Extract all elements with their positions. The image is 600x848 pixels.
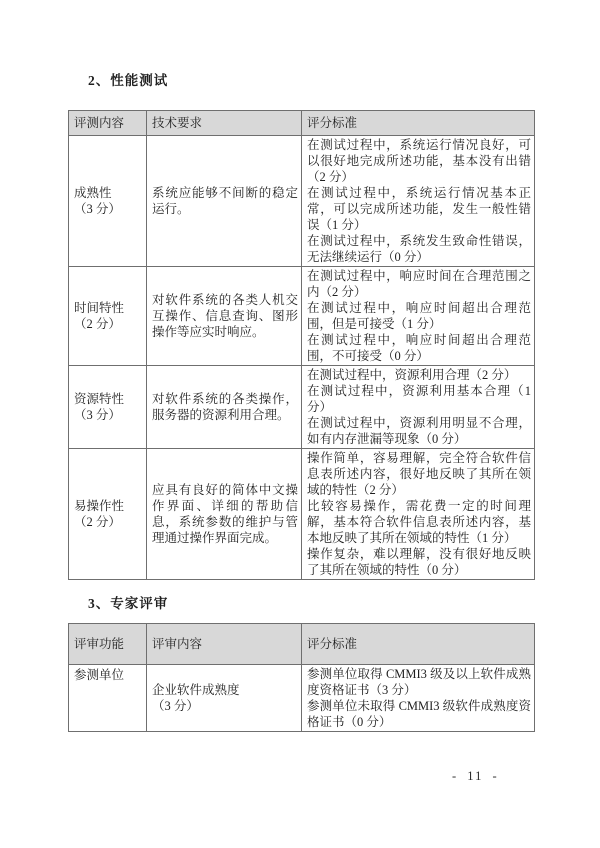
scoring-standard-cell bbox=[302, 366, 535, 449]
criteria-item: 在测试过程中，系统运行情况良好，可以很好地完成所述功能，基本没有出错（2 分） bbox=[307, 138, 531, 184]
criteria-item: 参测单位取得 CMMI3 级及以上软件成熟度资格证书（3 分） bbox=[307, 667, 531, 697]
eval-item-cell bbox=[69, 366, 147, 449]
tech-requirement-cell: 系统应能够不间断的稳定运行。 bbox=[147, 136, 302, 267]
review-content-score: （3 分） bbox=[152, 699, 199, 713]
table-row-participating-unit bbox=[69, 665, 535, 732]
eval-item-name: 时间特性 bbox=[74, 301, 125, 315]
scoring-standard-cell bbox=[302, 665, 535, 732]
tech-requirement-cell: 对软件系统的各类操作，服务器的资源利用合理。 bbox=[147, 366, 302, 449]
criteria-item: 参测单位未取得 CMMI3 级软件成熟度资格证书（0 分） bbox=[307, 699, 531, 729]
table-row-resource-characteristics bbox=[69, 366, 535, 449]
scoring-standard-cell bbox=[302, 267, 535, 366]
table-row-maturity bbox=[69, 136, 535, 267]
eval-item-cell bbox=[69, 267, 147, 366]
eval-item-name: 易操作性 bbox=[74, 499, 125, 513]
section-title-expert-review: 3、专家评审 bbox=[88, 596, 169, 611]
column-header-review-content: 评审内容 bbox=[147, 624, 302, 665]
criteria-item: 在测试过程中，资源利用明显不合理，如有内存泄漏等现象（0 分） bbox=[307, 416, 531, 446]
table-row-usability bbox=[69, 449, 535, 580]
eval-item-score: （3 分） bbox=[74, 202, 121, 216]
review-content-name: 企业软件成熟度 bbox=[152, 683, 240, 697]
column-header-scoring-standard: 评分标准 bbox=[302, 111, 535, 136]
eval-item-name: 成熟性 bbox=[74, 186, 112, 200]
eval-item-score: （3 分） bbox=[74, 408, 121, 422]
criteria-item: 在测试过程中，响应时间超出合理范围，不可接受（0 分） bbox=[307, 333, 531, 363]
table-header-row bbox=[69, 624, 535, 665]
criteria-item: 操作复杂，难以理解，没有很好地反映了其所在领域的特性（0 分） bbox=[307, 547, 531, 577]
criteria-item: 比较容易操作，需花费一定的时间理解，基本符合软件信息表所述内容，基本地反映了其所在领域的特性（1 分） bbox=[307, 499, 531, 545]
page-number: - 11 - bbox=[452, 769, 499, 783]
eval-item-name: 资源特性 bbox=[74, 392, 125, 406]
column-header-tech-requirement: 技术要求 bbox=[147, 111, 302, 136]
review-function-cell: 参测单位 bbox=[69, 665, 147, 732]
table-header-row bbox=[69, 111, 535, 136]
criteria-item: 在测试过程中，响应时间在合理范围之内（2 分） bbox=[307, 269, 531, 299]
performance-testing-table bbox=[68, 110, 535, 580]
section-title-performance-testing: 2、性能测试 bbox=[88, 73, 169, 88]
table-row-time-characteristics bbox=[69, 267, 535, 366]
review-content-cell bbox=[147, 665, 302, 732]
criteria-item: 操作简单，容易理解，完全符合软件信息表所述内容，很好地反映了其所在领域的特性（2 分） bbox=[307, 451, 531, 497]
eval-item-cell bbox=[69, 449, 147, 580]
criteria-item: 在测试过程中，响应时间超出合理范围，但是可接受（1 分） bbox=[307, 301, 531, 331]
tech-requirement-cell: 应具有良好的简体中文操作界面、详细的帮助信息，系统参数的维护与管理通过操作界面完成。 bbox=[147, 449, 302, 580]
criteria-item: 在测试过程中，资源利用合理（2 分） bbox=[307, 368, 517, 382]
tech-requirement-cell: 对软件系统的各类人机交互操作、信息查询、图形操作等应实时响应。 bbox=[147, 267, 302, 366]
column-header-scoring-standard: 评分标准 bbox=[302, 624, 535, 665]
eval-item-score: （2 分） bbox=[74, 317, 121, 331]
criteria-item: 在测试过程中，资源利用基本合理（1 分） bbox=[307, 384, 531, 414]
scoring-standard-cell bbox=[302, 136, 535, 267]
column-header-eval-content: 评测内容 bbox=[69, 111, 147, 136]
expert-review-table bbox=[68, 623, 535, 732]
column-header-review-function: 评审功能 bbox=[69, 624, 147, 665]
criteria-item: 在测试过程中，系统运行情况基本正常，可以完成所述功能，发生一般性错误（1 分） bbox=[307, 186, 531, 232]
eval-item-score: （2 分） bbox=[74, 515, 121, 529]
criteria-item: 在测试过程中，系统发生致命性错误，无法继续运行（0 分） bbox=[307, 234, 531, 264]
scoring-standard-cell bbox=[302, 449, 535, 580]
eval-item-cell bbox=[69, 136, 147, 267]
